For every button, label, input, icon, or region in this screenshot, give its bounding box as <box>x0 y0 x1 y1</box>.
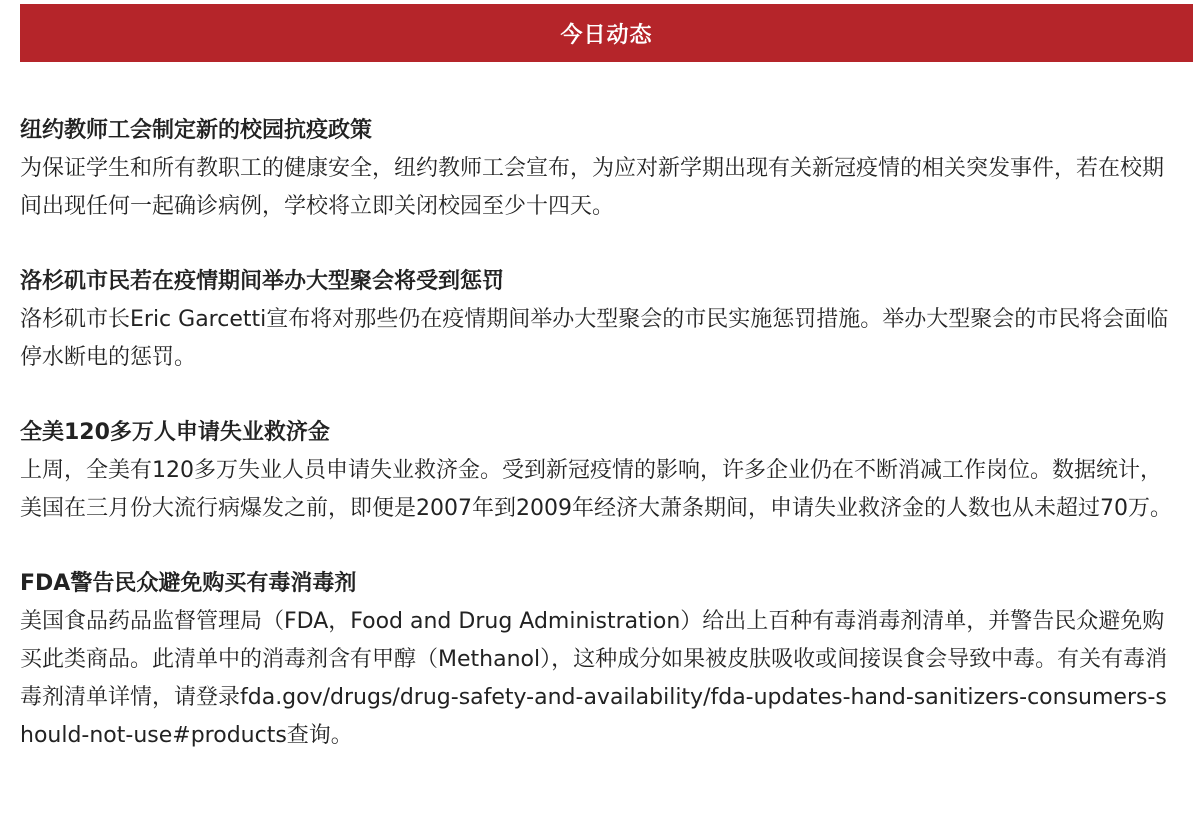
news-item-la-gatherings <box>20 263 1180 377</box>
section-title: 今日动态 <box>560 22 653 48</box>
news-list <box>20 112 1180 792</box>
news-body: 洛杉矶市长Eric Garcetti宣布将对那些仍在疫情期间举办大型聚会的市民实施惩罚措施。举办大型聚会的市民将会面临停水断电的惩罚。 <box>20 307 1169 370</box>
news-item-ny-teachers-union <box>20 112 1180 226</box>
news-headline: 全美120多万人申请失业救济金 <box>20 420 330 445</box>
news-body: 为保证学生和所有教职工的健康安全，纽约教师工会宣布，为应对新学期出现有关新冠疫情的相关突发事件，若在校期间出现任何一起确诊病例，学校将立即关闭校园至少十四天。 <box>20 156 1165 219</box>
news-body: 美国食品药品监督管理局（FDA，Food and Drug Administration）给出上百种有毒消毒剂清单，并警告民众避免购买此类商品。此清单中的消毒剂含有甲醇（Methanol），这种成分如果被皮肤吸收或间接误食会导致中毒。有关有毒消毒剂清单详情，请登录fda.gov/drugs/drug-safety-and-availability/fda-updates-hand-sanitizers-consumers-should-not-use#products查询。 <box>20 609 1168 748</box>
news-headline: 纽约教师工会制定新的校园抗疫政策 <box>20 118 373 143</box>
news-item-fda-sanitizer-warning <box>20 565 1180 755</box>
section-header-banner <box>20 4 1193 62</box>
news-body: 上周，全美有120多万失业人员申请失业救济金。受到新冠疫情的影响，许多企业仍在不断消减工作岗位。数据统计，美国在三月份大流行病爆发之前，即便是2007年到2009年经济大萧条期间，申请失业救济金的人数也从未超过70万。 <box>20 458 1172 521</box>
news-item-unemployment-claims <box>20 414 1180 528</box>
news-headline: FDA警告民众避免购买有毒消毒剂 <box>20 571 357 596</box>
news-headline: 洛杉矶市民若在疫情期间举办大型聚会将受到惩罚 <box>20 269 505 294</box>
